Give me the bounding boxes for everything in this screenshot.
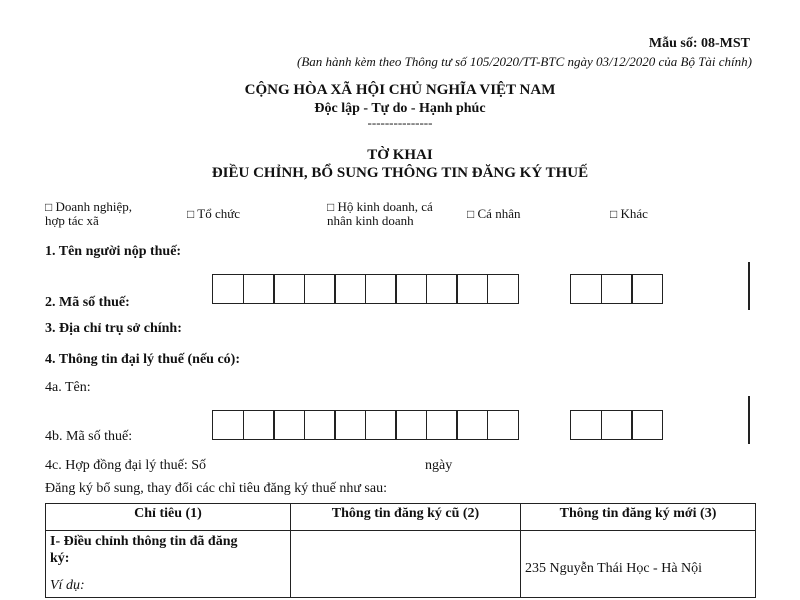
checkbox-icon[interactable]: □ — [45, 200, 53, 214]
option-individual[interactable] — [467, 207, 520, 221]
head-office-label: 3. Địa chỉ trụ sở chính: — [45, 321, 182, 336]
digit-box[interactable] — [304, 274, 336, 304]
digit-box[interactable] — [570, 410, 602, 440]
separator-line: --------------- — [367, 115, 433, 130]
checkbox-icon[interactable]: □ — [467, 207, 475, 221]
digit-box[interactable] — [426, 410, 458, 440]
digit-box[interactable] — [601, 410, 633, 440]
agent-contract-date-label: ngày — [425, 458, 453, 473]
option-other-label: Khác — [620, 206, 648, 221]
section-cell — [46, 531, 291, 598]
margin-rule — [748, 262, 750, 310]
option-household-business[interactable] — [327, 200, 433, 228]
checkbox-icon[interactable]: □ — [327, 200, 335, 214]
supplement-intro: Đăng ký bổ sung, thay đổi các chỉ tiêu đăng ký thuế như sau: — [45, 481, 387, 496]
column-header: Thông tin đăng ký cũ (2) — [291, 504, 521, 531]
option-other[interactable] — [610, 207, 648, 221]
option-individual-label: Cá nhân — [477, 206, 521, 221]
option-organization[interactable] — [187, 207, 240, 221]
table-row — [46, 531, 756, 598]
option-enterprise-label-line2: hợp tác xã — [45, 213, 99, 228]
digit-box[interactable] — [456, 274, 488, 304]
digit-box[interactable] — [304, 410, 336, 440]
agent-tax-code-boxes[interactable] — [212, 410, 519, 440]
digit-box[interactable] — [243, 410, 275, 440]
new-info-cell[interactable] — [521, 531, 756, 598]
digit-box[interactable] — [334, 274, 366, 304]
form-code: Mẫu số: 08-MST — [648, 36, 750, 51]
checkbox-icon[interactable]: □ — [610, 207, 618, 221]
section-title-line2: ký: — [50, 551, 70, 566]
issuance-note: (Ban hành kèm theo Thông tư số 105/2020/TT-BTC ngày 03/12/2020 của Bộ Tài chính) — [297, 54, 752, 69]
digit-box[interactable] — [631, 274, 663, 304]
option-enterprise-label: Doanh nghiệp, — [55, 199, 133, 214]
old-info-cell[interactable] — [291, 531, 521, 598]
tax-code-branch-boxes[interactable] — [570, 274, 663, 304]
section-title: I- Điều chỉnh thông tin đã đăng — [50, 534, 238, 549]
form-title: TỜ KHAI — [367, 147, 433, 163]
digit-box[interactable] — [365, 274, 397, 304]
digit-box[interactable] — [570, 274, 602, 304]
taxpayer-name-label: 1. Tên người nộp thuế: — [45, 244, 182, 259]
form-subtitle: ĐIỀU CHỈNH, BỔ SUNG THÔNG TIN ĐĂNG KÝ THUẾ — [211, 165, 589, 181]
digit-box[interactable] — [273, 274, 305, 304]
agent-name-label: 4a. Tên: — [45, 380, 91, 395]
example-label: Ví dụ: — [50, 578, 85, 593]
digit-box[interactable] — [212, 410, 244, 440]
agent-info-label: 4. Thông tin đại lý thuế (nếu có): — [45, 352, 240, 367]
digit-box[interactable] — [601, 274, 633, 304]
digit-box[interactable] — [487, 410, 519, 440]
option-enterprise[interactable] — [45, 200, 132, 228]
digit-box[interactable] — [426, 274, 458, 304]
digit-box[interactable] — [631, 410, 663, 440]
column-header: Thông tin đăng ký mới (3) — [521, 504, 756, 531]
digit-box[interactable] — [395, 410, 427, 440]
nation-heading: CỘNG HÒA XÃ HỘI CHỦ NGHĨA VIỆT NAM — [244, 82, 556, 98]
registration-changes-table — [45, 503, 756, 598]
digit-box[interactable] — [487, 274, 519, 304]
agent-contract-label: 4c. Hợp đồng đại lý thuế: Số — [45, 458, 206, 473]
option-household-label: Hộ kinh doanh, cá — [337, 199, 433, 214]
motto: Độc lập - Tự do - Hạnh phúc — [314, 101, 486, 116]
option-organization-label: Tổ chức — [197, 206, 241, 221]
agent-tax-code-label: 4b. Mã số thuế: — [45, 429, 133, 444]
margin-rule — [748, 396, 750, 444]
digit-box[interactable] — [395, 274, 427, 304]
tax-code-label: 2. Mã số thuế: — [45, 295, 130, 310]
table-header-row — [46, 504, 756, 531]
column-header: Chỉ tiêu (1) — [46, 504, 291, 531]
digit-box[interactable] — [243, 274, 275, 304]
agent-tax-code-branch-boxes[interactable] — [570, 410, 663, 440]
new-address-value: 235 Nguyễn Thái Học - Hà Nội — [525, 561, 703, 576]
digit-box[interactable] — [273, 410, 305, 440]
digit-box[interactable] — [212, 274, 244, 304]
checkbox-icon[interactable]: □ — [187, 207, 195, 221]
option-household-label-line2: nhân kinh doanh — [327, 213, 414, 228]
tax-code-boxes[interactable] — [212, 274, 519, 304]
digit-box[interactable] — [334, 410, 366, 440]
digit-box[interactable] — [365, 410, 397, 440]
digit-box[interactable] — [456, 410, 488, 440]
